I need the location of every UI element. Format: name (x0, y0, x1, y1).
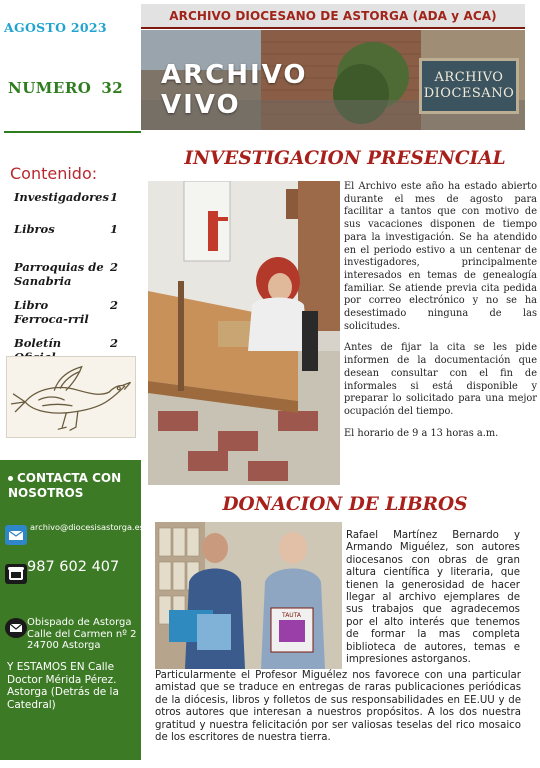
reading-room-photo (148, 181, 340, 485)
toc-item[interactable]: Boletín Oficial 2 (14, 336, 119, 364)
contact-heading: CONTACTA CON NOSOTROS (8, 471, 122, 500)
article-donacion-title: DONACION DE LIBROS (222, 494, 468, 515)
paragraph: El Archivo este año ha estado abierto durante el mes de agosto para facilitar a tantos que con motivo de sus vacaciones disponen de tiempo para la investigación. Se ha atendido en el periodo estivo a un centenar de investigadores, principalmente interesados en temas de genealogía familiar. Se atiende previa cita pedida por correo electrónico y no se ha desestimado ninguna de las solicitudes. (344, 181, 537, 332)
toc-item[interactable]: Libros 1 (14, 222, 119, 236)
article-investigacion-title: INVESTIGACION PRESENCIAL (184, 148, 506, 169)
archive-plaque (419, 58, 519, 114)
banner-title: ARCHIVO VIVO (161, 60, 308, 120)
left-divider (4, 131, 141, 133)
toc-title: Contenido: (10, 164, 98, 183)
contact-address: Obispado de Astorga Calle del Carmen nº 2 24700 Astorga (27, 617, 137, 651)
toc-item[interactable]: Investigadores 1 (14, 190, 119, 204)
contact-panel (0, 460, 144, 760)
paragraph: El horario de 9 a 13 horas a.m. (344, 427, 499, 439)
plaque-line-2: DIOCESANO (423, 86, 515, 101)
email-icon (5, 525, 27, 545)
issue-date: AGOSTO 2023 (4, 20, 107, 35)
masthead-bar (141, 4, 525, 29)
toc-item[interactable]: Libro Ferroca-rril 2 (14, 298, 119, 326)
contact-email[interactable]: archivo@diocesisastorga.es (30, 522, 144, 532)
contact-location: Y ESTAMOS EN Calle Doctor Mérida Pérez. Astorga (Detrás de la Catedral) (7, 661, 119, 711)
paragraph: Antes de fijar la cita se les pide informen de la documentación que desean consultar con el fin de informales si está disponible y preparar lo solicitado para una mejor ocupación del tiempo. (344, 342, 537, 417)
donors-photo (155, 522, 342, 669)
contact-phone[interactable]: 987 602 407 (27, 559, 120, 575)
article-investigacion-body (344, 181, 537, 440)
masthead-banner (141, 30, 525, 130)
issue-number-value: 32 (101, 79, 124, 97)
masthead-text: ARCHIVO DIOCESANO DE ASTORGA (ADA y ACA) (169, 8, 497, 23)
envelope-icon (5, 618, 27, 638)
bullet-icon (8, 476, 13, 481)
phone-icon (5, 564, 27, 584)
book-cover-text: TAUTA (282, 612, 301, 619)
toc-item[interactable]: Parroquias de Sanabria 2 (14, 260, 119, 288)
article-donacion-body-top: Rafael Martínez Bernardo y Armando Miguélez, son autores diocesanos con obras de gran altura científica y literaria, que tienen la generosidad de hacer llegar al archivo ejemplares de sus trabajos que agradecemos por el alto interés que tenemos de formar la mas completa biblioteca de autores, temas e impresiones astorganos. (346, 530, 520, 666)
issue-number-label: NUMERO (8, 79, 92, 97)
plaque-line-1: ARCHIVO (434, 70, 504, 85)
issue-number (8, 79, 123, 97)
article-donacion-body-bottom: Particularmente el Profesor Miguélez nos favorece con una particular amistad que se traduce en entregas de raras publicaciones periódicas de la diócesis, libros y folletos de sus responsabilidades en EE.UU y de otros autores que interesan a nuestros propósitos. A los dos nuestra gratitud y nuestra felicitación por ser valiosas teselas del rico mosaico de los escritores de nuestra tierra. (155, 670, 521, 744)
bird-illustration (6, 356, 136, 438)
